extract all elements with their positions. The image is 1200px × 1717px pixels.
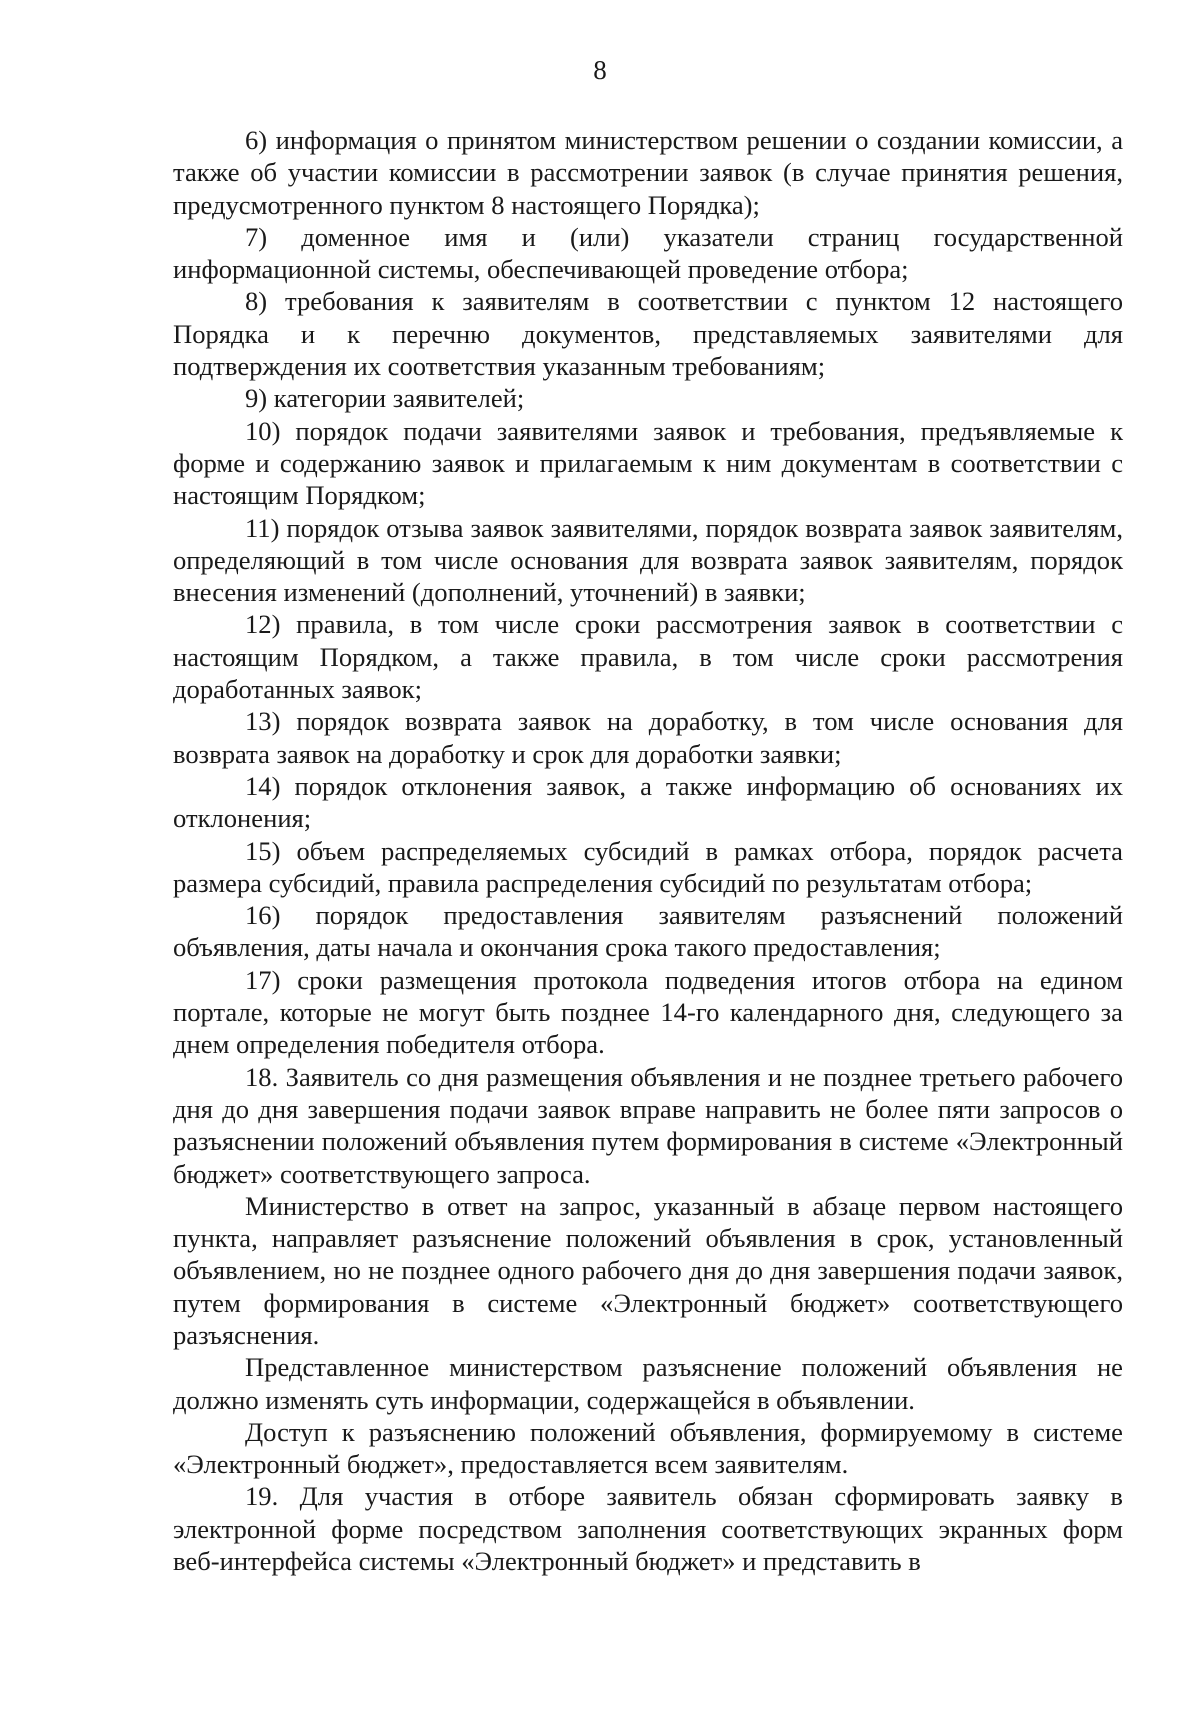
paragraph-clause-18: 18. Заявитель со дня размещения объявления и не позднее третьего рабочего дня до дня завершения подачи заявок вправе направить не более пяти запросов о разъяснении положений объявления путем формирования в системе «Электронный бюджет» соответствующего запроса. bbox=[173, 1061, 1123, 1189]
paragraph-item-15: 15) объем распределяемых субсидий в рамках отбора, порядок расчета размера субсидий, правила распределения субсидий по результатам отбора; bbox=[173, 835, 1123, 898]
paragraph-item-7: 7) доменное имя и (или) указатели страниц государственной информационной системы, обеспечивающей проведение отбора; bbox=[173, 221, 1123, 285]
paragraph-clause-19: 19. Для участия в отборе заявитель обязан сформировать заявку в электронной форме посредством заполнения соответствующих экранных форм веб-интерфейса системы «Электронный бюджет» и представить в bbox=[173, 1481, 1123, 1577]
paragraph-item-12: 12) правила, в том числе сроки рассмотрения заявок в соответствии с настоящим Порядком, а также правила, в том числе сроки рассмотрения доработанных заявок; bbox=[173, 609, 1123, 705]
paragraph-clause-18-access: Доступ к разъяснению положений объявления, формируемому в системе «Электронный бюджет», предоставляется всем заявителям. bbox=[173, 1416, 1123, 1480]
paragraph-item-6: 6) информация о принятом министерством решении о создании комиссии, а также об участии комиссии в рассмотрении заявок (в случае принятия решения, предусмотренного пунктом 8 настоящего Порядка); bbox=[173, 125, 1123, 220]
paragraph-item-11: 11) порядок отзыва заявок заявителями, порядок возврата заявок заявителям, определяющий в том числе основания для возврата заявок заявителям, порядок внесения изменений (дополнений, уточнений) в заявки; bbox=[173, 512, 1123, 608]
paragraph-item-9: 9) категории заявителей; bbox=[245, 383, 525, 414]
paragraph-item-16: 16) порядок предоставления заявителям разъяснений положений объявления, даты начала и окончания срока такого предоставления; bbox=[173, 900, 1123, 963]
page-number: 8 bbox=[593, 55, 607, 85]
paragraph-clause-18-content: Представленное министерством разъяснение положений объявления не должно изменять суть информации, содержащейся в объявлении. bbox=[173, 1352, 1123, 1415]
paragraph-clause-18-response: Министерство в ответ на запрос, указанный в абзаце первом настоящего пункта, направляет разъяснение положений объявления в срок, установленный объявлением, но не позднее одного рабочего дня до дня завершения подачи заявок, путем формирования в системе «Электронный бюджет» соответствующего разъяснения. bbox=[173, 1190, 1123, 1350]
paragraph-item-13: 13) порядок возврата заявок на доработку, в том числе основания для возврата заявок на доработку и срок для доработки заявки; bbox=[173, 706, 1123, 769]
paragraph-item-17: 17) сроки размещения протокола подведения итогов отбора на едином портале, которые не могут быть позднее 14-го календарного дня, следующего за днем определения победителя отбора. bbox=[173, 964, 1123, 1060]
document-body bbox=[173, 124, 1123, 1577]
paragraph-item-10: 10) порядок подачи заявителями заявок и требования, предъявляемые к форме и содержанию заявок и прилагаемым к ним документам в соответствии с настоящим Порядком; bbox=[173, 415, 1123, 511]
paragraph-item-8: 8) требования к заявителям в соответствии с пунктом 12 настоящего Порядка и к перечню документов, представляемых заявителями для подтверждения их соответствия указанным требованиям; bbox=[173, 286, 1123, 382]
paragraph-item-14: 14) порядок отклонения заявок, а также информацию об основаниях их отклонения; bbox=[173, 770, 1123, 834]
